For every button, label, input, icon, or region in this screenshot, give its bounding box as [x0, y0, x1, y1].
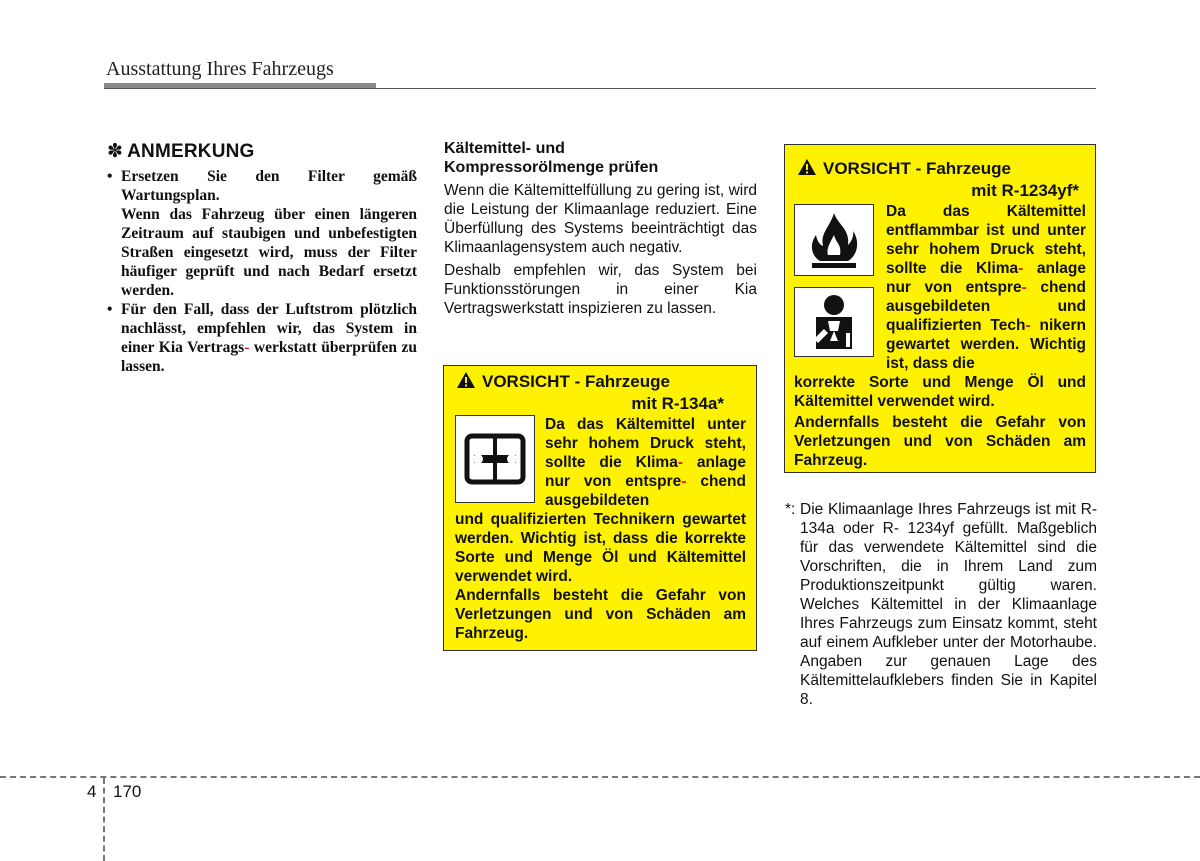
- refrigerant-footnote: [785, 500, 1097, 709]
- caution-text: korrekte Sorte und Menge Öl und Kältemittel verwendet wird.: [794, 374, 1086, 410]
- note-item-text: [121, 300, 417, 376]
- warning-triangle-icon: [797, 158, 817, 181]
- caution-heading: [797, 158, 1087, 201]
- section-paragraph: Wenn die Kältemittelfüllung zu gering ist, wird die Leistung der Klimaanlage reduziert. Eine Überfüllung des Systems beeinträchtigt das Klimaanlagensystem auch negativ.: [444, 182, 757, 256]
- hyphen-mark: -: [677, 454, 684, 471]
- note-list: [107, 167, 417, 376]
- chapter-number: 4: [87, 782, 97, 801]
- caution-box-r134a: [443, 365, 757, 651]
- warning-triangle-icon: [456, 371, 476, 394]
- note-item-text-part: werkstatt überprüfen zu lassen.: [121, 339, 418, 375]
- caution-text-part: chend ausgebildeten: [545, 473, 746, 509]
- hyphen-mark: -: [1018, 260, 1024, 277]
- qualified-technician-icon: [794, 287, 874, 357]
- caution-text-part: chend ausgebildeten und qualifizierten Tech: [886, 279, 1086, 334]
- footer-vertical-rule: [103, 778, 105, 861]
- section-heading-line: Kompressorölmenge prüfen: [444, 159, 659, 176]
- section-heading-line: Kältemittel- und: [444, 140, 565, 157]
- section-paragraph: Deshalb empfehlen wir, das System bei Funktionsstörungen in einer Kia Vertragswerkstatt inspizieren zu lassen.: [444, 262, 757, 317]
- note-item-text: • Ersetzen Sie den Filter gemäß Wartungsplan.: [121, 168, 417, 204]
- caution-text: Andernfalls besteht die Gefahr von Verletzungen und von Schäden am Fahrzeug.: [794, 414, 1086, 469]
- caution-heading: [456, 371, 746, 414]
- section-heading: [444, 139, 757, 177]
- note-item: [107, 167, 417, 300]
- note-item-text-part: Für den Fall, dass der Luftstrom plötzlich nachlässt, empfehlen wir, das System in einer Kia Vertrags: [121, 301, 417, 356]
- caution-title-line2: mit R-134a*: [631, 394, 724, 413]
- footnote-text: Die Klimaanlage Ihres Fahrzeugs ist mit R-134a oder R- 1234yf gefüllt. Maßgeblich für das verwendete Kältemittel sind die Vorschriften, die in Ihrem Land zum Produktionszeitpunkt gültig waren. Welches Kältemittel in der Klimaanlage Ihres Fahrzeugs zum Einsatz kommt, steht auf einem Aufkleber unter der Motorhaube. Angaben zur genauen Lage des Kältemittelaufklebers finden Sie in Kapitel 8.: [800, 501, 1097, 708]
- note-item: [107, 300, 417, 376]
- caution-text-part: anlage nur von entspre: [886, 260, 1086, 296]
- footnote-mark: *:: [785, 501, 796, 518]
- caution-title: - Fahrzeuge: [910, 159, 1011, 178]
- note-section: [107, 140, 417, 376]
- hyphen-mark: -: [681, 473, 687, 490]
- note-item-text: Wenn das Fahrzeug über einen längeren Zeitraum auf staubigen und unbefestigten Straßen eingesetzt wird, muss der Filter häufiger geprüft und nach Bedarf ersetzt werden.: [121, 206, 417, 299]
- caution-text: Andernfalls besteht die Gefahr von Verletzungen und von Schäden am Fahrzeug.: [455, 587, 746, 642]
- caution-title: - Fahrzeuge: [569, 372, 670, 391]
- caution-label: VORSICHT: [482, 372, 570, 391]
- caution-text-part: Da das Kältemittel entflammbar ist und unter sehr hohem Druck steht, sollte die Klima: [886, 203, 1086, 277]
- header-rule: [104, 88, 1096, 89]
- caution-text: und qualifizierten Technikern gewartet werden. Wichtig ist, dass die korrekte Sorte und Menge Öl und Kältemittel verwendet wird.: [455, 511, 746, 585]
- page-number: 170: [113, 782, 142, 801]
- note-star-icon: ✽: [107, 141, 124, 162]
- caution-label: VORSICHT: [823, 159, 911, 178]
- caution-title-line2: mit R-1234yf*: [971, 181, 1079, 200]
- footer-rule: [0, 776, 1200, 778]
- flammable-icon: [794, 204, 874, 276]
- service-manual-icon: [455, 415, 535, 503]
- caution-side-text: [886, 202, 1086, 373]
- page-header-title: Ausstattung Ihres Fahrzeugs: [106, 58, 334, 80]
- hyphen-mark: -: [1025, 317, 1031, 334]
- caution-text-part: Da das Kältemittel unter sehr hohem Druck steht, sollte die Klima: [545, 416, 746, 471]
- hyphen-mark: -: [1021, 279, 1027, 296]
- refrigerant-section: [444, 139, 757, 322]
- caution-text-part: nikern gewartet werden. Wichtig ist, dass die: [886, 317, 1086, 372]
- caution-side-text: [545, 415, 746, 510]
- note-title: ANMERKUNG: [127, 141, 255, 162]
- note-heading: [107, 140, 417, 163]
- caution-box-r1234yf: [784, 144, 1096, 473]
- hyphen-mark: -: [244, 339, 250, 356]
- caution-text-part: anlage nur von entspre: [545, 454, 746, 490]
